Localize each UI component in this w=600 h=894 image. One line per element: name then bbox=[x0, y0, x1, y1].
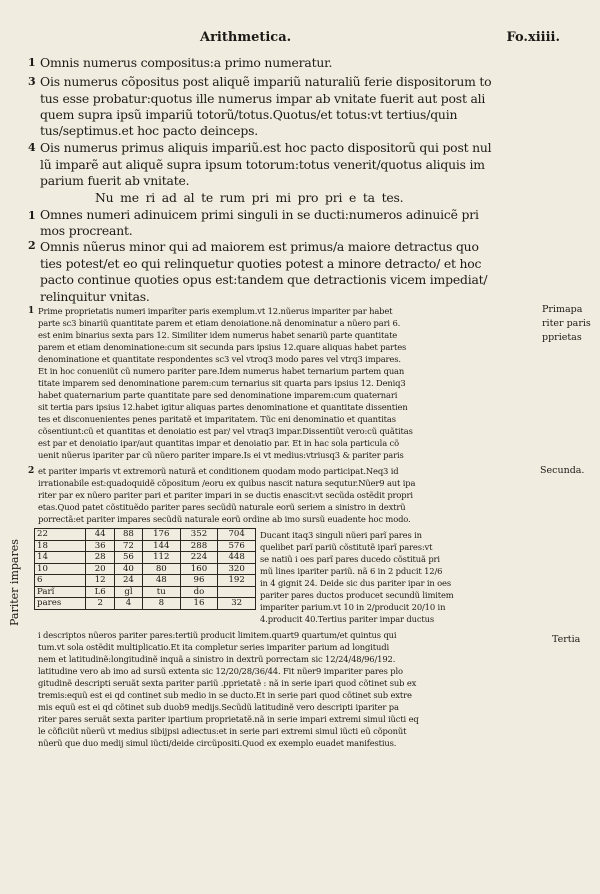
margin-note-secunda: Secunda. bbox=[540, 465, 585, 476]
table-cell: gl bbox=[114, 586, 142, 598]
section-heading: Nu me ri ad al te rum pri mi pro pri e ta tes. bbox=[95, 190, 404, 205]
table-cell: pares bbox=[35, 598, 86, 610]
table-cell: 32 bbox=[218, 598, 256, 610]
table-cell: 144 bbox=[142, 540, 180, 552]
running-title: Arithmetica. bbox=[200, 30, 292, 45]
item-marker: 2 bbox=[28, 466, 35, 476]
table-cell: Parĩ bbox=[35, 586, 86, 598]
table-cell: 8 bbox=[142, 598, 180, 610]
table-cell: L6 bbox=[86, 586, 114, 598]
item-marker: 2 bbox=[28, 239, 36, 252]
table-cell: 112 bbox=[142, 552, 180, 564]
commentary-line: irrationabile est:quadoquidẽ cõpositum /eoru ex quibus nascit natura sequtur.Nũer9 aut ipa bbox=[38, 478, 416, 488]
table-cell: 72 bbox=[114, 540, 142, 552]
commentary-line: sit tertia pars ipsius 12.habet igitur aliquas partes denominatione et quantitate dissentien bbox=[38, 402, 408, 412]
table-cell: 20 bbox=[86, 563, 114, 575]
table-cell: 56 bbox=[114, 552, 142, 564]
commentary-line: titate imparem sed denominatione parem:cum ternarius sit quarta pars ipsius 12. Deniq3 bbox=[38, 378, 406, 388]
commentary-line: denominatione et quantitate respondentes sc3 vel vtroq3 modo pares vel vtrq3 impares. bbox=[38, 354, 401, 364]
table-cell: 10 bbox=[35, 563, 86, 575]
table-cell: 80 bbox=[142, 563, 180, 575]
margin-note-prima-3: pprietas bbox=[542, 332, 582, 343]
table-cell: 12 bbox=[86, 575, 114, 587]
running-header bbox=[190, 30, 560, 52]
table-cell: 28 bbox=[86, 552, 114, 564]
table-cell: 36 bbox=[86, 540, 114, 552]
commentary-line: i descriptos nũeros pariter pares:tertiũ producit limitem.quart9 quartum/et quintus qui bbox=[38, 630, 397, 640]
item-marker: 1 bbox=[28, 306, 35, 316]
proposition-line: mos procreant. bbox=[40, 223, 133, 238]
table-side-line: mũ lines ipariter pariũ. nã 6 in 2 pducit 12/6 bbox=[260, 566, 443, 576]
commentary-line: Prime proprietatis numeri imparĩter paris exemplum.vt 12.nũerus impariter par habet bbox=[38, 306, 393, 316]
table-cell: do bbox=[180, 586, 218, 598]
table-row bbox=[35, 540, 256, 552]
table-cell: 448 bbox=[218, 552, 256, 564]
commentary-line: est enim binarius sexta pars 12. Similiter idem numerus habet senariũ parte quantitate bbox=[38, 330, 398, 340]
commentary-line: Et in hoc conueniũt cũ numero pariter pare.Idem numerus habet ternarium partem quan bbox=[38, 366, 405, 376]
item-marker: 4 bbox=[28, 141, 36, 154]
proposition-line: quem supra ipsũ impariũ totorũ/totus.Quotus/et totus:vt tertius/quin bbox=[40, 107, 458, 122]
table-row bbox=[35, 586, 256, 598]
table-cell: 44 bbox=[86, 529, 114, 541]
margin-note-tertia: Tertia bbox=[552, 634, 581, 645]
proposition-line: ties potest/et eo qui relinquetur quoties potest a minore detracto/ et hoc bbox=[40, 256, 482, 271]
table-cell: 704 bbox=[218, 529, 256, 541]
table-side-line: 4.producit 40.Tertius pariter impar ductus bbox=[260, 614, 435, 624]
commentary-line: nem et latitudinẽ:longitudinẽ inquã a sinistro in dextrũ porrectam sic 12/24/48/96/192. bbox=[38, 654, 396, 664]
table-side-label: Pariter impares bbox=[8, 539, 21, 627]
commentary-line: est par et denoiatio ipar/aut quantitas impar et denoiatio par. Et in hac sola particula cõ bbox=[38, 438, 399, 448]
table-cell: tu bbox=[142, 586, 180, 598]
table-row bbox=[35, 552, 256, 564]
commentary-line: et pariter imparis vt extremorũ naturã et conditionem quodam modo participat.Neq3 id bbox=[38, 466, 399, 476]
commentary-line: parem et etiam denominatione:cum sit secunda pars ipsius 12.quare aliquas habet partes bbox=[38, 342, 407, 352]
table-cell: 192 bbox=[218, 575, 256, 587]
commentary-line: latitudine vero ab imo ad sursũ extenta sic 12/20/28/36/44. Fit nũer9 impariter pares plo bbox=[38, 666, 403, 676]
commentary-line: mis equũ est ei qd cõtinet sub duob9 medijs.Secũdũ latitudinẽ vero descripti ipariter pa bbox=[38, 702, 399, 712]
table-cell: 352 bbox=[180, 529, 218, 541]
table-side-line: impariter parium.vt 10 in 2/producit 20/10 in bbox=[260, 602, 446, 612]
table-cell bbox=[218, 586, 256, 598]
commentary-line: tes et disconuenientes penes paritatẽ et imparitatem. Tũc eni denominatio et quantitas bbox=[38, 414, 396, 424]
commentary-line: riter pares seruãt sexta pariter ipartium proprietatẽ.nã in serie impari extremi simul iũcti eq bbox=[38, 714, 419, 724]
commentary-line: le cõficiũt nũerũ vt medius sibijpsi adiectus:et in serie pari extremi simul iũcti eũ cõponũt bbox=[38, 726, 407, 736]
proposition-line: pacto continue quoties opus est:tandem que detractionis vicem impediat/ bbox=[40, 272, 488, 287]
table-row bbox=[35, 575, 256, 587]
table-cell: 40 bbox=[114, 563, 142, 575]
margin-note-prima: Primapa bbox=[542, 304, 583, 315]
table-cell: 4 bbox=[114, 598, 142, 610]
commentary-line: porrectã:et pariter impares secũdũ naturale eorũ ordine ab imo sursũ euadente hoc modo. bbox=[38, 514, 411, 524]
table-cell: 22 bbox=[35, 529, 86, 541]
commentary-line: nũerũ que duo medij simul iũcti/deide circũpositi.Quod ex exemplo euadet manifestius. bbox=[38, 738, 397, 748]
proposition-line: Omnes numeri adinuicem primi singuli in se ducti:numeros adinuicẽ pri bbox=[40, 207, 479, 222]
commentary-line: tremis:equũ est ei qd continet sub medio in se ducto.Et in serie pari quod cõtinet sub extre bbox=[38, 690, 412, 700]
table-cell: 288 bbox=[180, 540, 218, 552]
commentary-line: parte sc3 binariũ quantitate parem et etiam denoiatione.nã denominatur a nũero pari 6. bbox=[38, 318, 401, 328]
table-cell: 160 bbox=[180, 563, 218, 575]
table-cell: 96 bbox=[180, 575, 218, 587]
table-side-line: se natiũ i oes parĩ pares ducedo cõstituã pri bbox=[260, 554, 440, 564]
proposition-line: Ois numerus cõpositus post aliquẽ impariũ naturaliũ ferie dispositorum to bbox=[40, 74, 492, 89]
commentary-line: gitudinẽ descripti seruãt sexta pariter pariũ .pprietatẽ : nã in serie ipari quod cõtinet sub ex bbox=[38, 678, 417, 688]
numbers-table bbox=[34, 528, 256, 610]
table-cell: 176 bbox=[142, 529, 180, 541]
commentary-line: habet quaternarium parte quantitate pare sed denominatione imparem:cum quaternari bbox=[38, 390, 398, 400]
table-side-line: in 4 gignit 24. Deide sic dus pariter ipar in oes bbox=[260, 578, 451, 588]
proposition-line: lũ imparẽ aut aliquẽ supra ipsum totorum:totus venerit/quotus aliquis im bbox=[40, 157, 485, 172]
proposition-line: parium fuerit ab vnitate. bbox=[40, 173, 190, 188]
table-cell: 16 bbox=[180, 598, 218, 610]
margin-note-prima-2: riter paris bbox=[542, 318, 591, 329]
item-marker: 1 bbox=[28, 56, 36, 69]
proposition-line: Omnis nũerus minor qui ad maiorem est primus/a maiore detractus quo bbox=[40, 239, 479, 254]
proposition-line: relinquitur vnitas. bbox=[40, 289, 150, 304]
table-cell: 6 bbox=[35, 575, 86, 587]
commentary-line: riter par ex nũero pariter pari et pariter impari in se ductis enascit:vt secũda ostẽdit propri bbox=[38, 490, 413, 500]
table-cell: 24 bbox=[114, 575, 142, 587]
table-cell: 320 bbox=[218, 563, 256, 575]
table-row bbox=[35, 563, 256, 575]
table-cell: 18 bbox=[35, 540, 86, 552]
proposition-line: Ois numerus primus aliquis impariũ.est hoc pacto dispositorũ qui post nul bbox=[40, 140, 492, 155]
commentary-line: cõsentiunt:cũ et quantitas et denoiatio est par/ vel vtraq3 impar.Dissentiũt vero:cũ quãtitas bbox=[38, 426, 413, 436]
table-side-line: quelibet parĩ pariũ cõstitutẽ iparĩ pares:vt bbox=[260, 542, 433, 552]
item-marker: 1 bbox=[28, 209, 36, 222]
table-side-line: Ducant itaq3 singuli nũeri parĩ pares in bbox=[260, 530, 422, 540]
commentary-line: uenit nũerus ipariter par cũ nũero pariter impare.Is ei vt medius:vtriusq3 & pariter paris bbox=[38, 450, 404, 460]
proposition-line: tus esse probatur:quotus ille numerus impar ab vnitate fuerit aut post ali bbox=[40, 91, 486, 106]
item-marker: 3 bbox=[28, 75, 36, 88]
table-row bbox=[35, 598, 256, 610]
proposition-line: tus/septimus.et hoc pacto deinceps. bbox=[40, 123, 258, 138]
table-cell: 88 bbox=[114, 529, 142, 541]
table-cell: 224 bbox=[180, 552, 218, 564]
table-side-line: pariter pares ductos producet secundũ limitem bbox=[260, 590, 454, 600]
proposition-line: Omnis numerus compositus:a primo numeratur. bbox=[40, 55, 333, 70]
table-cell: 48 bbox=[142, 575, 180, 587]
table-cell: 576 bbox=[218, 540, 256, 552]
table-cell: 2 bbox=[86, 598, 114, 610]
folio-number: Fo.xiiii. bbox=[506, 30, 560, 45]
commentary-line: tum.vt sola ostẽdit multiplicatio.Et ita completur series impariter parium ad longitudi bbox=[38, 642, 389, 652]
commentary-line: etas.Quod patet cõstituẽdo pariter pares secũdũ naturale eorũ seriem a sinistro in dextrũ bbox=[38, 502, 406, 512]
table-row bbox=[35, 529, 256, 541]
table-cell: 14 bbox=[35, 552, 86, 564]
